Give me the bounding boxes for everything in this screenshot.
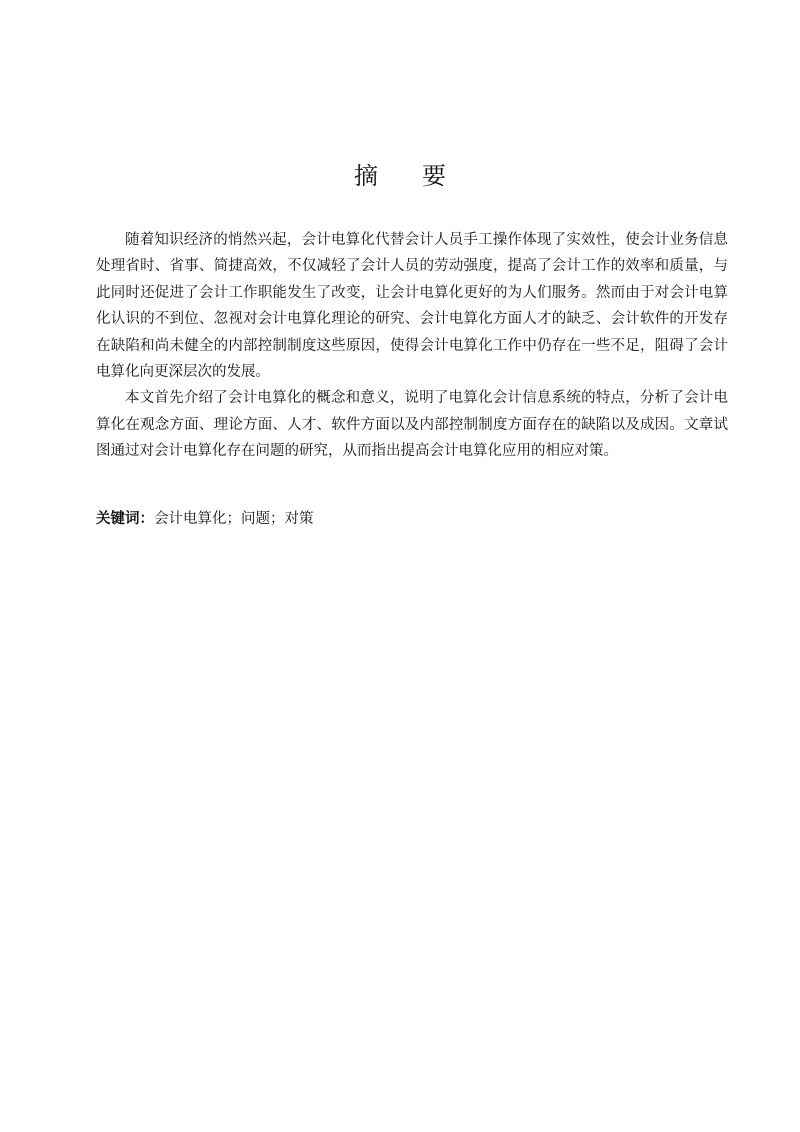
keywords-label: 关键词：	[96, 511, 154, 527]
keywords-value: 会计电算化；问题；对策	[154, 511, 314, 527]
keywords-line	[96, 506, 314, 532]
title-char-1: 摘	[354, 162, 378, 190]
abstract-paragraph-2: 本文首先介绍了会计电算化的概念和意义，说明了电算化会计信息系统的特点，分析了会计电算化在观念方面、理论方面、人才、软件方面以及内部控制制度方面存在的缺陷以及成因。文章试图通过对会计电算化存在问题的研究，从而指出提高会计电算化应用的相应对策。	[96, 390, 728, 460]
title-char-2: 要	[422, 162, 446, 190]
abstract-title	[0, 160, 800, 192]
abstract-paragraph-1: 随着知识经济的悄然兴起，会计电算化代替会计人员手工操作体现了实效性，使会计业务信息处理省时、省事、简捷高效，不仅减轻了会计人员的劳动强度，提高了会计工作的效率和质量，与此同时还促进了会计工作职能发生了改变，让会计电算化更好的为人们服务。然而由于对会计电算化认识的不到位、忽视对会计电算化理论的研究、会计电算化方面人才的缺乏、会计软件的开发存在缺陷和尚未健全的内部控制制度这些原因，使得会计电算化工作中仍存在一些不足，阻碍了会计电算化向更深层次的发展。	[96, 232, 728, 381]
abstract-body	[96, 227, 728, 465]
